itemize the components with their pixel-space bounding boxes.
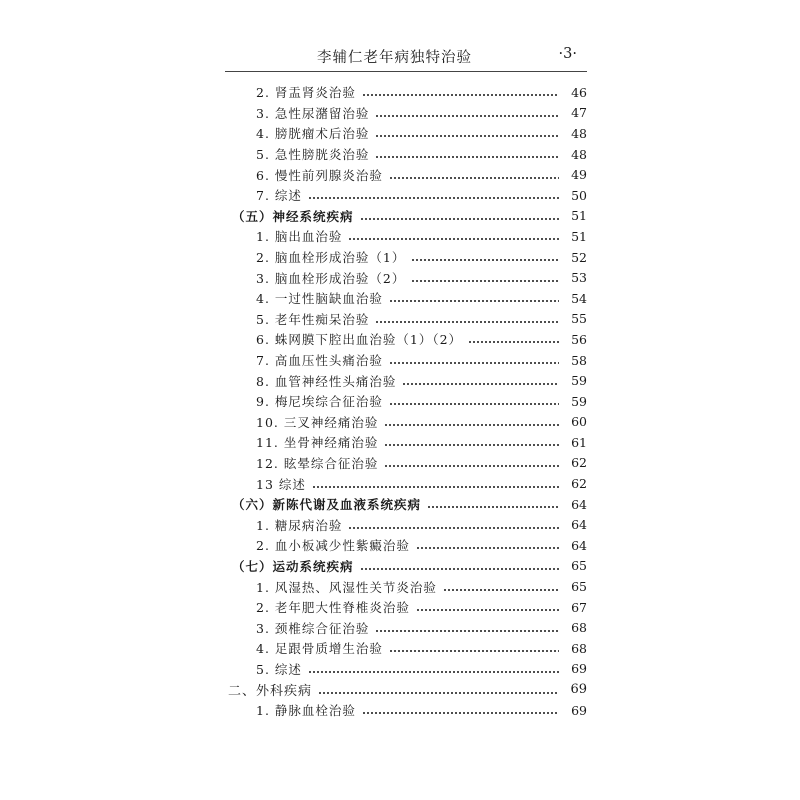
toc-entry (225, 370, 587, 391)
toc-entry-page: 51 (571, 228, 587, 244)
toc-entry-title: 12. 眩晕综合征治验 (256, 455, 379, 471)
toc-entry-page: 52 (571, 249, 587, 265)
toc-entry-page: 61 (571, 434, 587, 450)
toc-entry-page: 68 (571, 640, 587, 656)
dot-leader (360, 218, 559, 220)
toc-entry-page: 53 (571, 270, 587, 286)
toc-entry-page: 62 (571, 476, 587, 492)
toc-entry (225, 412, 587, 433)
dot-leader (308, 671, 559, 673)
toc-entry-page: 55 (571, 311, 587, 327)
dot-leader (411, 259, 559, 261)
toc-entry-title: 3. 颈椎综合征治验 (256, 620, 370, 636)
toc-entry (225, 82, 587, 103)
toc-entry-page: 69 (571, 661, 587, 677)
toc-entry-title: 6. 慢性前列腺炎治验 (256, 167, 383, 183)
toc-entry-page: 65 (571, 579, 587, 595)
dot-leader (411, 280, 559, 282)
dot-leader (375, 156, 559, 158)
dot-leader (360, 568, 559, 570)
toc-entry-page: 62 (571, 455, 587, 471)
toc-entry-title: 7. 高血压性头痛治验 (256, 353, 383, 369)
dot-leader (468, 341, 559, 343)
toc-entry (225, 247, 587, 268)
dot-leader (389, 300, 559, 302)
dot-leader (308, 197, 559, 199)
toc-entry-title: 5. 老年性痴呆治验 (256, 311, 370, 327)
toc-entry-page: 54 (571, 290, 587, 306)
toc-entry (225, 144, 587, 165)
toc-entry-title: 1. 风湿热、风湿性关节炎治验 (256, 579, 437, 595)
toc-entry-title: 8. 血管神经性头痛治验 (256, 373, 397, 389)
dot-leader (348, 238, 559, 240)
toc-entry (225, 700, 587, 721)
table-of-contents (225, 82, 587, 720)
toc-entry-page: 65 (571, 558, 587, 574)
dot-leader (375, 115, 559, 117)
toc-entry (225, 226, 587, 247)
toc-entry (225, 103, 587, 124)
toc-entry-page: 64 (571, 496, 587, 512)
toc-entry (225, 576, 587, 597)
page-number: ·3· (558, 46, 577, 62)
toc-entry-page: 50 (571, 187, 587, 203)
toc-entry-title: 7. 综述 (256, 188, 302, 204)
toc-entry (225, 185, 587, 206)
toc-entry-title: 3. 脑血栓形成治验（2） (256, 270, 406, 286)
dot-leader (312, 486, 559, 488)
dot-leader (402, 383, 559, 385)
toc-entry-page: 64 (571, 537, 587, 553)
book-title: 李辅仁老年病独特治验 (317, 50, 472, 66)
toc-entry (225, 679, 587, 700)
toc-entry (225, 206, 587, 227)
dot-leader (416, 609, 559, 611)
toc-entry (225, 391, 587, 412)
toc-entry-title: 4. 膀胱瘤术后治验 (256, 126, 370, 142)
toc-entry (225, 659, 587, 680)
toc-entry-title: （七）运动系统疾病 (232, 558, 354, 574)
toc-entry-page: 67 (571, 599, 587, 615)
toc-entry-title: 4. 一过性脑缺血治验 (256, 291, 383, 307)
dot-leader (389, 362, 559, 364)
dot-leader (348, 527, 559, 529)
toc-entry-page: 47 (571, 105, 587, 121)
dot-leader (389, 403, 559, 405)
dot-leader (389, 650, 559, 652)
toc-entry (225, 288, 587, 309)
dot-leader (362, 712, 559, 714)
toc-entry-page: 68 (571, 620, 587, 636)
toc-entry (225, 473, 587, 494)
toc-entry-page: 58 (571, 352, 587, 368)
toc-entry (225, 494, 587, 515)
toc-entry (225, 617, 587, 638)
toc-entry-title: 1. 糖尿病治验 (256, 517, 343, 533)
toc-entry-title: 10. 三叉神经痛治验 (256, 414, 379, 430)
toc-entry-page: 49 (571, 167, 587, 183)
toc-entry-title: （五）神经系统疾病 (232, 208, 354, 224)
toc-entry-title: 1. 脑出血治验 (256, 229, 343, 245)
dot-leader (416, 547, 559, 549)
dot-leader (384, 465, 559, 467)
toc-entry-title: 3. 急性尿潴留治验 (256, 105, 370, 121)
toc-entry-page: 46 (571, 84, 587, 100)
toc-entry-title: （六）新陈代谢及血液系统疾病 (232, 497, 422, 513)
toc-entry-title: 5. 综述 (256, 661, 302, 677)
toc-entry-page: 64 (571, 517, 587, 533)
toc-entry-page: 59 (571, 393, 587, 409)
toc-entry (225, 309, 587, 330)
toc-entry-title: 5. 急性膀胱炎治验 (256, 147, 370, 163)
toc-entry-page: 56 (571, 331, 587, 347)
toc-entry (225, 638, 587, 659)
toc-entry-page: 48 (571, 125, 587, 141)
header-rule (225, 71, 587, 72)
toc-entry-page: 69 (570, 682, 587, 698)
toc-entry (225, 350, 587, 371)
running-header (225, 44, 585, 70)
toc-entry (225, 453, 587, 474)
toc-entry (225, 267, 587, 288)
toc-entry-page: 60 (571, 414, 587, 430)
toc-entry (225, 432, 587, 453)
dot-leader (389, 177, 559, 179)
toc-entry (225, 329, 587, 350)
toc-entry-title: 2. 脑血栓形成治验（1） (256, 250, 406, 266)
toc-entry (225, 597, 587, 618)
toc-entry (225, 535, 587, 556)
dot-leader (427, 506, 559, 508)
toc-entry-title: 9. 梅尼埃综合征治验 (256, 394, 383, 410)
toc-entry (225, 123, 587, 144)
dot-leader (375, 321, 559, 323)
toc-entry (225, 514, 587, 535)
dot-leader (443, 589, 559, 591)
dot-leader (375, 630, 559, 632)
dot-leader (384, 424, 559, 426)
toc-entry-title: 1. 静脉血栓治验 (256, 703, 356, 719)
toc-entry-title: 二、外科疾病 (228, 684, 313, 700)
toc-entry-title: 6. 蛛网膜下腔出血治验（1）（2） (256, 332, 463, 348)
toc-entry-title: 2. 血小板减少性紫癜治验 (256, 538, 410, 554)
toc-entry-page: 69 (571, 702, 587, 718)
dot-leader (362, 94, 559, 96)
toc-entry-page: 48 (571, 146, 587, 162)
toc-entry-title: 4. 足跟骨质增生治验 (256, 641, 383, 657)
dot-leader (318, 692, 559, 694)
toc-entry-title: 2. 肾盂肾炎治验 (256, 85, 356, 101)
dot-leader (375, 135, 559, 137)
toc-entry (225, 556, 587, 577)
toc-entry-title: 2. 老年肥大性脊椎炎治验 (256, 600, 410, 616)
toc-entry-page: 59 (571, 373, 587, 389)
toc-entry-title: 11. 坐骨神经痛治验 (256, 435, 379, 451)
toc-entry-title: 13 综述 (256, 476, 306, 492)
toc-entry-page: 51 (571, 208, 587, 224)
toc-entry (225, 164, 587, 185)
dot-leader (384, 444, 559, 446)
